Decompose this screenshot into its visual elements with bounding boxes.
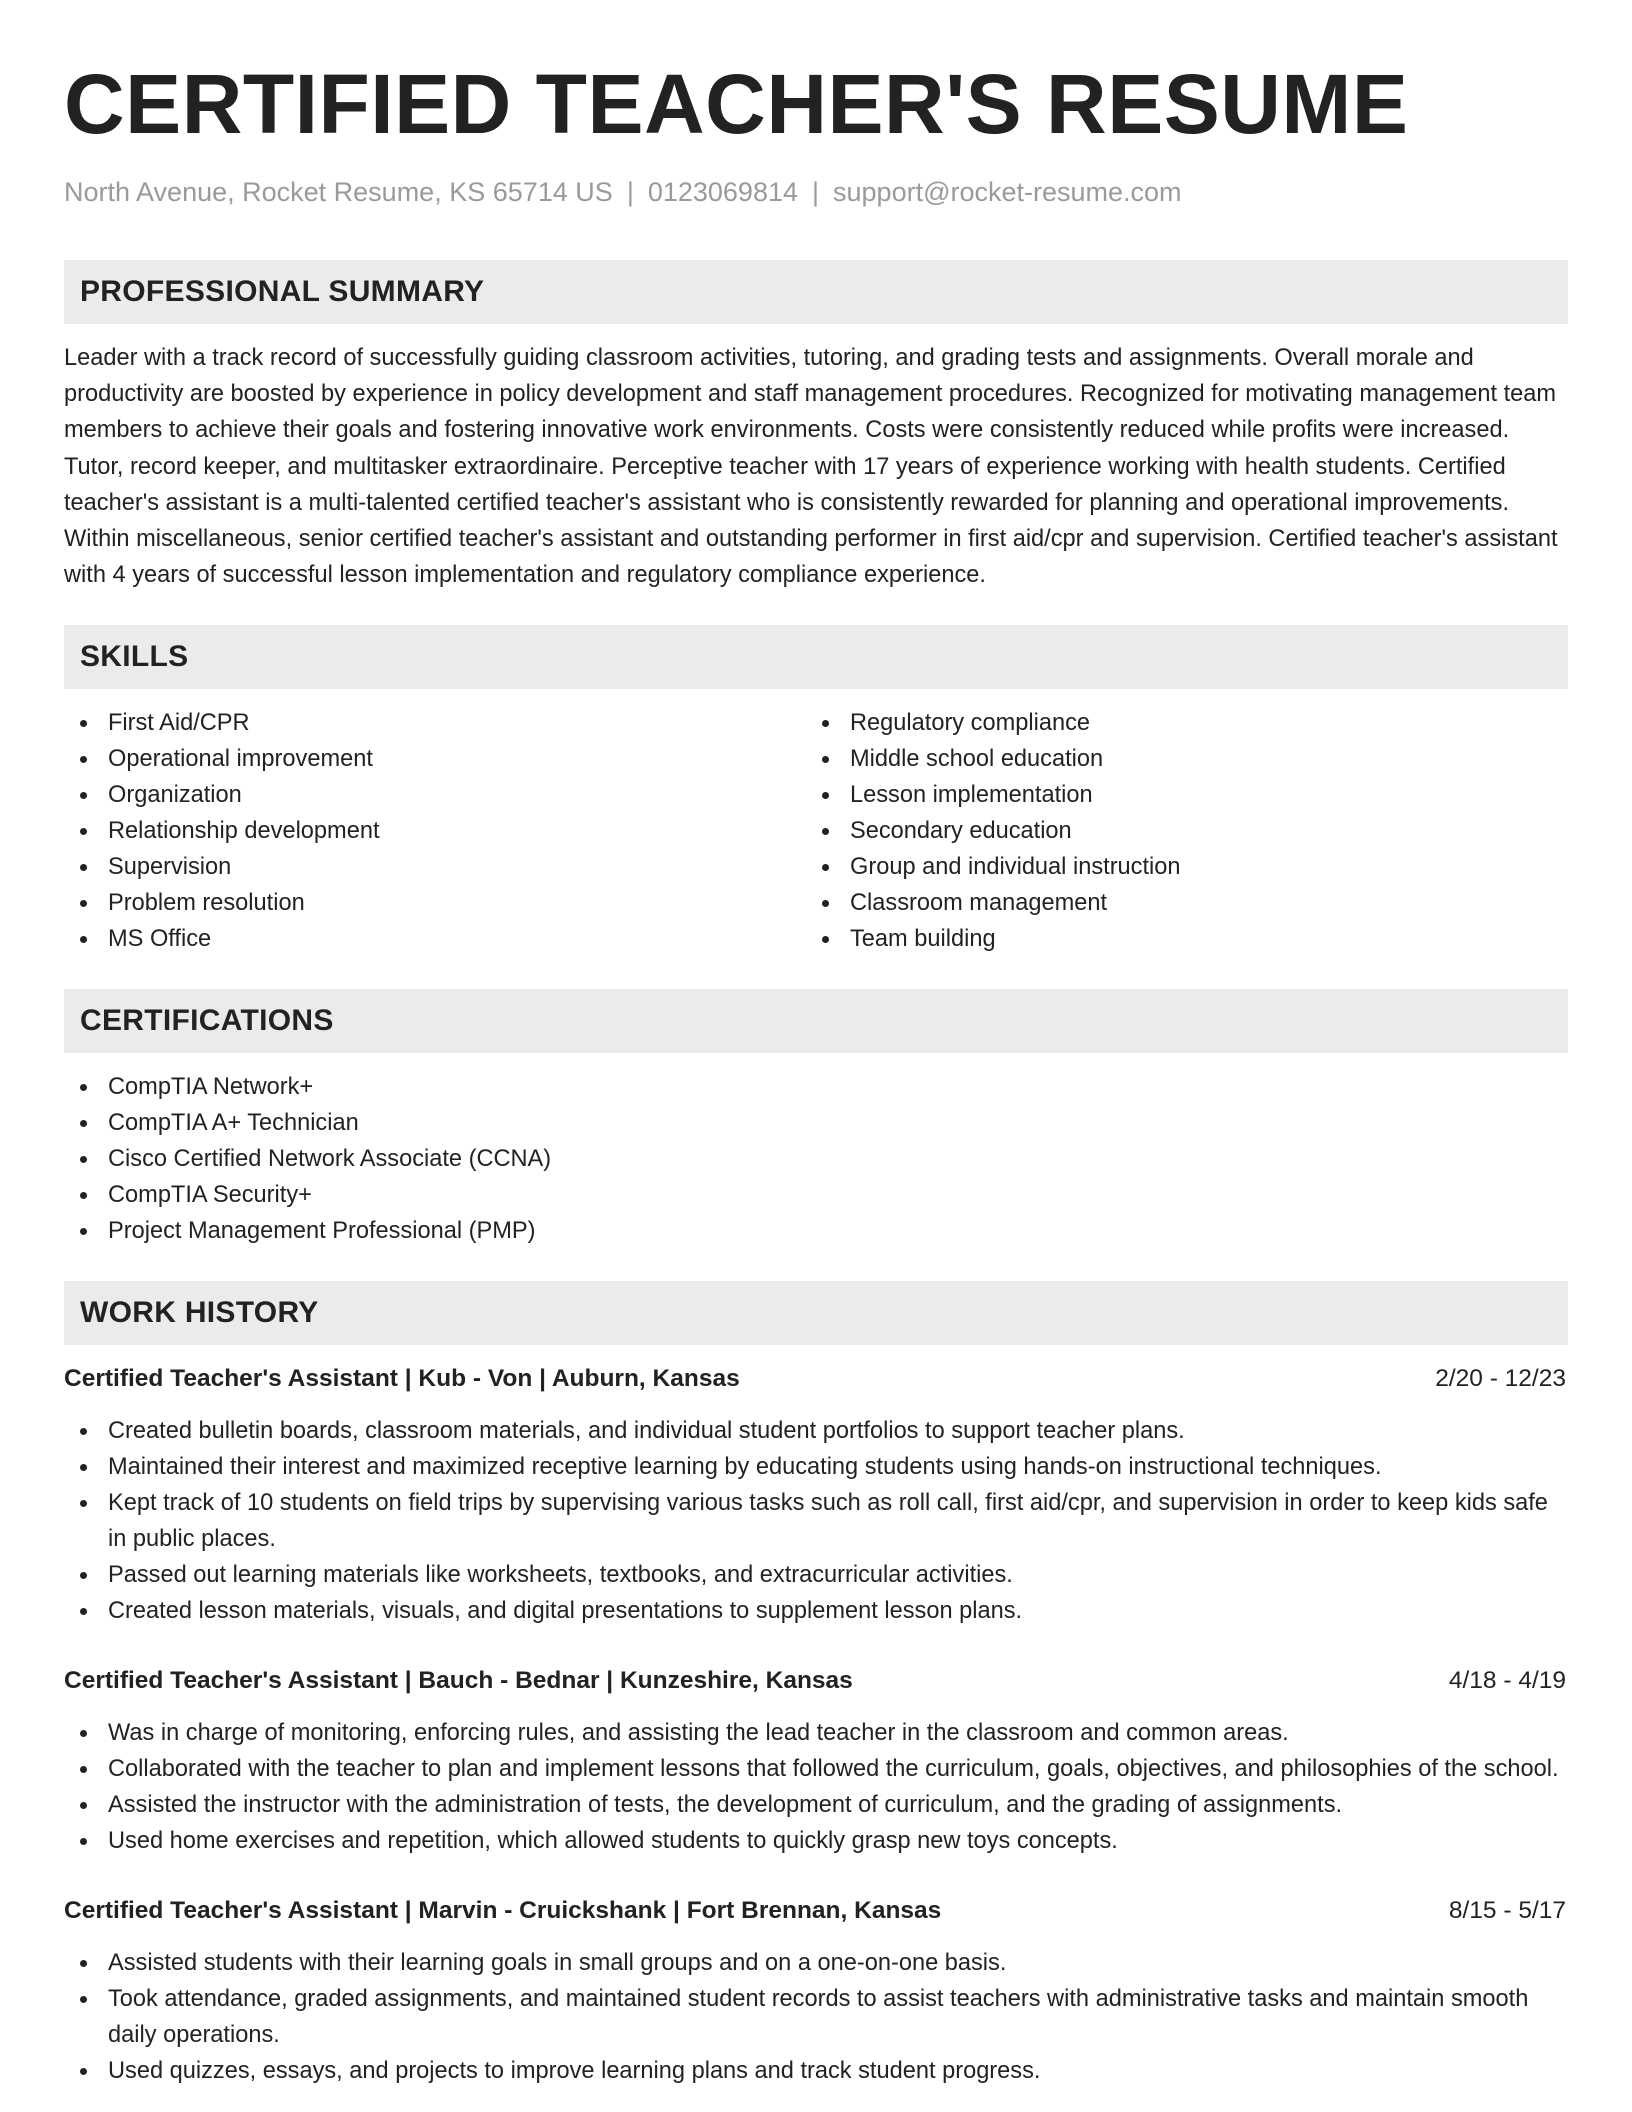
job-bullets [64,1715,1568,1859]
summary-heading: PROFESSIONAL SUMMARY [64,260,1568,324]
job-header [64,1361,1568,1397]
skill-item: Problem resolution [64,885,806,921]
job-bullets [64,1413,1568,1629]
job-bullet: Assisted students with their learning goals in small groups and on a one-on-one basis. [64,1945,1568,1981]
skill-item: Secondary education [806,813,1548,849]
skills-list [64,705,1568,957]
skills-column-left [64,705,806,957]
contact-phone: 0123069814 [647,177,798,207]
skill-item: Middle school education [806,741,1548,777]
job-dates: 2/20 - 12/23 [1435,1365,1566,1393]
job-header [64,1893,1568,1929]
job-bullets [64,1945,1568,2089]
job-bullet: Passed out learning materials like worksheets, textbooks, and extracurricular activities. [64,1557,1568,1593]
job-bullet: Created lesson materials, visuals, and digital presentations to supplement lesson plans. [64,1593,1568,1629]
certification-item: CompTIA A+ Technician [64,1105,1568,1141]
certification-item: CompTIA Network+ [64,1069,1568,1105]
certification-item: Cisco Certified Network Associate (CCNA) [64,1141,1568,1177]
resume-page [64,0,1568,2089]
skill-item: Supervision [64,849,806,885]
job-entry [64,1663,1568,1859]
resume-title: CERTIFIED TEACHER'S RESUME [64,57,1409,151]
contact-address: North Avenue, Rocket Resume, KS 65714 US [64,177,613,207]
skill-item: Regulatory compliance [806,705,1548,741]
certification-item: Project Management Professional (PMP) [64,1213,1568,1249]
contact-separator: | [812,177,820,207]
job-dates: 4/18 - 4/19 [1448,1667,1566,1695]
job-bullet: Kept track of 10 students on field trips by supervising various tasks such as roll call, first aid/cpr, and supervision in order to keep kids safe in public places. [64,1485,1568,1557]
certifications-heading: CERTIFICATIONS [64,989,1568,1053]
job-bullet: Assisted the instructor with the administration of tests, the development of curriculum, and the grading of assignments. [64,1787,1568,1823]
skill-item: Classroom management [806,885,1548,921]
skill-item: Lesson implementation [806,777,1548,813]
job-header [64,1663,1568,1699]
certification-item: CompTIA Security+ [64,1177,1568,1213]
job-title: Certified Teacher's Assistant | Kub - Von | Auburn, Kansas [64,1365,740,1393]
skill-item: Operational improvement [64,741,806,777]
skills-column-right [806,705,1548,957]
job-bullet: Created bulletin boards, classroom materials, and individual student portfolios to support teacher plans. [64,1413,1568,1449]
job-entry [64,1893,1568,2089]
skill-item: Relationship development [64,813,806,849]
certifications-list [64,1069,1568,1249]
skill-item: First Aid/CPR [64,705,806,741]
job-bullet: Maintained their interest and maximized receptive learning by educating students using hands-on instructional techniques. [64,1449,1568,1485]
skills-heading: SKILLS [64,625,1568,689]
job-bullet: Used quizzes, essays, and projects to improve learning plans and track student progress. [64,2053,1568,2089]
work-history-heading: WORK HISTORY [64,1281,1568,1345]
job-dates: 8/15 - 5/17 [1448,1897,1566,1925]
skill-item: Group and individual instruction [806,849,1548,885]
skill-item: Team building [806,921,1548,957]
contact-line [64,176,1568,208]
job-title: Certified Teacher's Assistant | Bauch - Bednar | Kunzeshire, Kansas [64,1667,853,1695]
job-title: Certified Teacher's Assistant | Marvin - Cruickshank | Fort Brennan, Kansas [64,1897,942,1925]
job-bullet: Collaborated with the teacher to plan and implement lessons that followed the curriculum, goals, objectives, and philosophies of the school. [64,1751,1568,1787]
job-bullet: Took attendance, graded assignments, and maintained student records to assist teachers with administrative tasks and maintain smooth daily operations. [64,1981,1568,2053]
skill-item: MS Office [64,921,806,957]
summary-text: Leader with a track record of successfully guiding classroom activities, tutoring, and grading tests and assignments. Overall morale and productivity are boosted by experience in policy development and staff management procedures. Recognized for motivating management team members to achieve their goals and fostering innovative work environments. Costs were consistently reduced while profits were increased. Tutor, record keeper, and multitasker extraordinaire. Perceptive teacher with 17 years of experience working with health students. Certified teacher's assistant is a multi-talented certified teacher's assistant who is consistently rewarded for planning and operational improvements. Within miscellaneous, senior certified teacher's assistant and outstanding performer in first aid/cpr and supervision. Certified teacher's assistant with 4 years of successful lesson implementation and regulatory compliance experience. [64,345,1558,589]
job-bullet: Was in charge of monitoring, enforcing rules, and assisting the lead teacher in the classroom and common areas. [64,1715,1568,1751]
skill-item: Organization [64,777,806,813]
contact-separator: | [626,177,634,207]
contact-email: support@rocket-resume.com [833,177,1182,207]
job-entry [64,1361,1568,1629]
job-bullet: Used home exercises and repetition, which allowed students to quickly grasp new toys concepts. [64,1823,1568,1859]
